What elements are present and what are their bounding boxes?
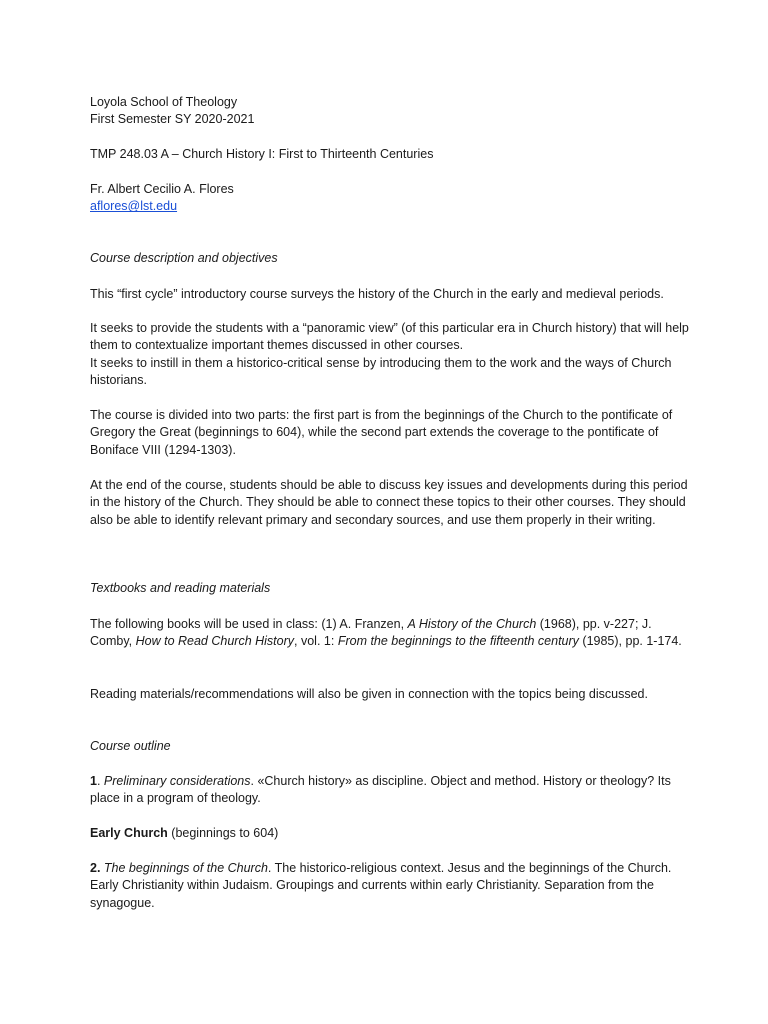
textbooks-intro: The following books will be used in class: (1) A. Franzen, xyxy=(90,617,408,631)
outline-item1-number: 1 xyxy=(90,774,97,788)
textbooks-note-block xyxy=(90,686,690,703)
outline-section-range: (beginnings to 604) xyxy=(167,826,279,840)
outline-item1-title: Preliminary considerations xyxy=(103,774,251,788)
outline-item2-text: . The historico-religious context. Jesus and the beginnings of the Church. Early Christianity within Judaism. Groupings and currents within early Christianity. Separation from the synagogue. xyxy=(90,861,672,910)
description-para2a: It seeks to provide the students with a “panoramic view” (of this particular era in Church history) that will help them to contextualize important themes discussed in other courses. xyxy=(90,321,689,353)
description-para3-block xyxy=(90,407,690,459)
instructor-block xyxy=(90,181,690,216)
instructor-name: Fr. Albert Cecilio A. Flores xyxy=(90,182,234,196)
outline-item2-title: The beginnings of the Church xyxy=(103,861,268,875)
header-block xyxy=(90,94,690,129)
outline-heading-block xyxy=(90,738,690,755)
textbooks-heading: Textbooks and reading materials xyxy=(90,581,271,595)
outline-section-block xyxy=(90,825,690,842)
book1-details: (1968), pp. v-227; J. Comby, xyxy=(90,617,652,649)
description-para4: At the end of the course, students should be able to discuss key issues and developments during this period in the history of the Church. They should be able to connect these topics to their other courses. They should also be able to identify relevant primary and secondary sources, and use them properly in their writing. xyxy=(90,478,688,527)
outline-item1: 1. Preliminary considerations. «Church history» as discipline. Object and method. History or theology? Its place in a program of theology. xyxy=(90,774,671,806)
description-para2b: It seeks to instill in them a historico-critical sense by introducing them to the work and the ways of Church historians. xyxy=(90,355,672,387)
course-title-block xyxy=(90,146,690,163)
book2-subtitle: From the beginnings to the fifteenth century xyxy=(337,634,579,649)
textbooks-list xyxy=(90,616,690,651)
outline-item2-block xyxy=(90,860,690,912)
book1-title: A History of the Church xyxy=(407,617,537,631)
outline-section xyxy=(90,825,690,842)
textbooks-note: Reading materials/recommendations will also be given in connection with the topics being discussed. xyxy=(90,687,648,701)
description-para2-block xyxy=(90,320,690,389)
outline-item1-block xyxy=(90,773,690,808)
description-para4-block xyxy=(90,477,690,529)
description-para1: This “first cycle” introductory course surveys the history of the Church in the early and medieval periods. xyxy=(90,287,664,301)
outline-item2-number: 2. xyxy=(90,861,101,875)
description-heading: Course description and objectives xyxy=(90,251,278,265)
outline-section-label: Early Church xyxy=(90,826,168,840)
book2-title: How to Read Church History xyxy=(135,634,295,649)
course-code-title: TMP 248.03 A – Church History I: First to Thirteenth Centuries xyxy=(90,147,434,161)
book2-details: (1985), pp. 1-174. xyxy=(578,634,682,649)
textbooks-list-block xyxy=(90,616,690,651)
outline-item1-text: . «Church history» as discipline. Object and method. History or theology? Its place in a program of theology. xyxy=(90,774,671,806)
outline-heading: Course outline xyxy=(90,739,171,753)
outline-item2 xyxy=(90,860,690,912)
description-para1-block xyxy=(90,286,690,303)
description-para3: The course is divided into two parts: the first part is from the beginnings of the Church to the pontificate of Gregory the Great (beginnings to 604), while the second part extends the coverage to the pontificate of Boniface VIII (1294-1303). xyxy=(90,408,673,457)
textbooks-heading-block xyxy=(90,580,690,597)
instructor-email-link[interactable]: aflores@lst.edu xyxy=(90,199,178,214)
description-heading-block xyxy=(90,250,690,267)
book2-volume: , vol. 1: xyxy=(294,634,338,649)
semester: First Semester SY 2020-2021 xyxy=(90,112,255,127)
school-name: Loyola School of Theology xyxy=(90,95,238,109)
